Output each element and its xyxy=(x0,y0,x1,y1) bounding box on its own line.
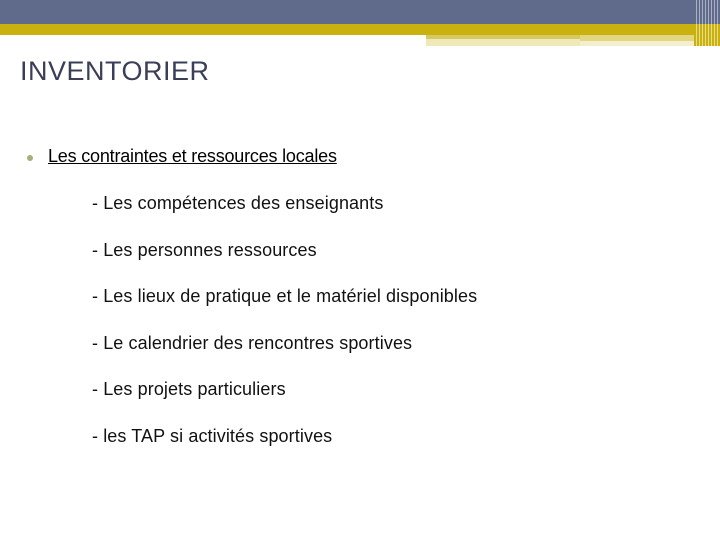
slide-title: INVENTORIER xyxy=(20,56,210,86)
accent-band-segment xyxy=(580,41,694,46)
list-item: - Le calendrier des rencontres sportives xyxy=(92,332,413,353)
accent-band-segment xyxy=(426,39,580,46)
accent-band xyxy=(0,24,720,35)
header-band xyxy=(0,0,720,24)
accent-band-stripes xyxy=(694,24,720,46)
header-band-stripes xyxy=(694,0,720,24)
sub-item-list xyxy=(92,193,477,472)
list-item: - les TAP si activités sportives xyxy=(92,425,333,446)
bullet-dot-icon xyxy=(27,155,33,161)
main-bullet-text: Les contraintes et ressources locales xyxy=(48,146,337,166)
list-item: - Les personnes ressources xyxy=(92,239,317,260)
list-item: - Les lieux de pratique et le matériel disponibles xyxy=(92,286,478,306)
main-bullet xyxy=(27,146,337,167)
list-item: - Les projets particuliers xyxy=(92,379,286,399)
list-item: - Les compétences des enseignants xyxy=(92,193,384,213)
